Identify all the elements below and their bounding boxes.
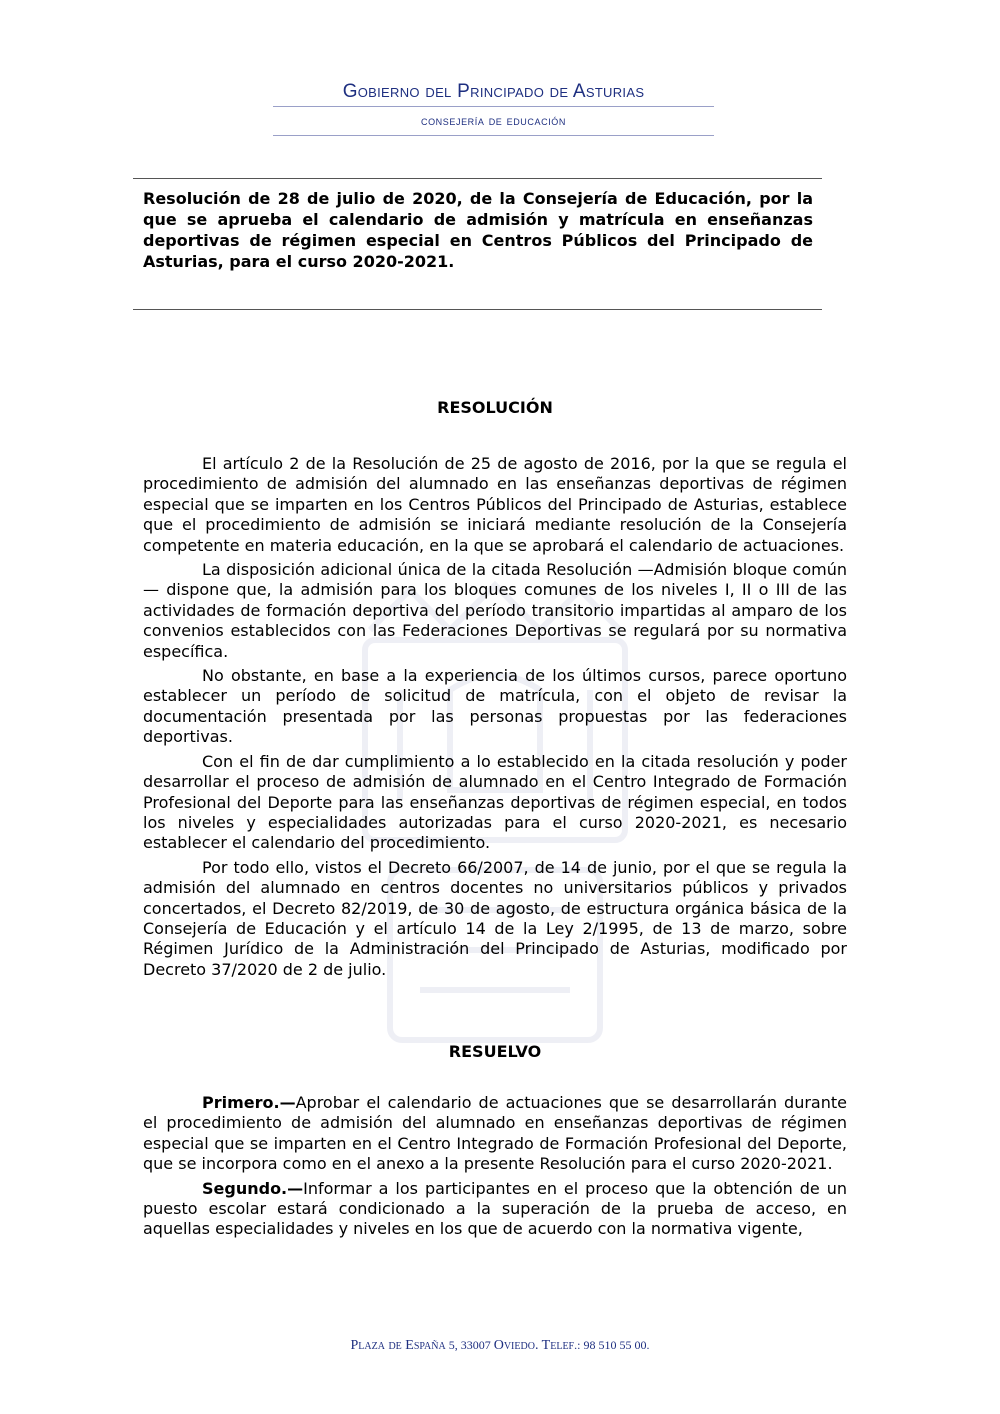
footer-address bbox=[0, 1338, 1000, 1354]
footer-city: Oviedo bbox=[493, 1338, 535, 1353]
resuelvo-item-label: Segundo.— bbox=[202, 1178, 304, 1198]
resuelvo-item bbox=[143, 1179, 847, 1240]
title-rule-top bbox=[133, 178, 822, 179]
title-rule-bottom bbox=[133, 309, 822, 310]
resuelvo-item-text: Aprobar el calendario de actuaciones que se desarrollarán durante el procedimiento de admisión del alumnado en enseñanzas deportivas de régimen especial que se imparten en el Centro Integrado de Formación Profesional del Deporte, que se incorpora como en el anexo a la presente Resolución para el curso 2020-2021. bbox=[143, 1093, 847, 1174]
preamble bbox=[143, 454, 847, 984]
footer-street: Plaza de España bbox=[350, 1338, 446, 1353]
resuelvo-item bbox=[143, 1093, 847, 1175]
paragraph: El artículo 2 de la Resolución de 25 de agosto de 2016, por la que se regula el procedimiento de admisión del alumnado en las enseñanzas deportivas de régimen especial que se imparten en los Centros Públicos del Principado de Asturias, establece que el procedimiento de admisión se iniciará mediante resolución de la Consejería competente en materia educación, en la que se aprobará el calendario de actuaciones. bbox=[143, 454, 847, 555]
resuelvo-item-label: Primero.— bbox=[202, 1093, 296, 1112]
resuelvo-list bbox=[143, 1093, 847, 1244]
resuelvo-item-text: Informar a los participantes en el proceso que la obtención de un puesto escolar estará condicionado a la superación de la prueba de acceso, en aquellas especialidades y niveles en los que de acuerdo con la normativa vigente, bbox=[143, 1178, 847, 1239]
footer-phone: .: 98 510 55 00. bbox=[574, 1338, 650, 1352]
paragraph: No obstante, en base a la experiencia de los últimos cursos, parece oportuno establecer un período de solicitud de matrícula, con el objeto de revisar la documentación presentada por las personas propuestas por las federaciones deportivas. bbox=[143, 666, 847, 747]
letterhead bbox=[273, 78, 714, 136]
paragraph: La disposición adicional única de la citada Resolución —Admisión bloque común— dispone que, la admisión para los bloques comunes de los niveles I, II o III de las actividades de formación deportiva del período transitorio impartidas al amparo de los convenios establecidos con las Federaciones Deportivas se regulará por su normativa específica. bbox=[143, 560, 847, 661]
department-name: consejería de educación bbox=[420, 113, 567, 128]
document-title: Resolución de 28 de julio de 2020, de la Consejería de Educación, por la que se aprueba el calendario de admisión y matrícula en enseñanzas deportivas de régimen especial en Centros Públicos del Principado de Asturias, para el curso 2020-2021. bbox=[143, 189, 813, 271]
footer-number: 5, 33007 bbox=[445, 1338, 494, 1352]
resuelvo-heading: RESUELVO bbox=[448, 1042, 542, 1061]
paragraph: Con el fin de dar cumplimiento a lo establecido en la citada resolución y poder desarrollar el proceso de admisión de alumnado en el Centro Integrado de Formación Profesional del Deporte para las enseñanzas deportivas de régimen especial, en todos los niveles y especialidades autorizadas para el curso 2020-2021, es necesario establecer el calendario del procedimiento. bbox=[143, 751, 847, 853]
letterhead-divider-bottom bbox=[273, 135, 714, 136]
footer-telef: . Telef bbox=[534, 1338, 575, 1353]
resolucion-heading: RESOLUCIÓN bbox=[437, 398, 553, 417]
government-title: Gobierno del Principado de Asturias bbox=[342, 81, 645, 102]
paragraph: Por todo ello, vistos el Decreto 66/2007, de 14 de junio, por el que se regula la admisión del alumnado en centros docentes no universitarios públicos y privados concertados, el Decreto 82/2019, de 30 de agosto, de estructura orgánica básica de la Consejería de Educación y el artículo 14 de la Ley 2/1995, de 13 de marzo, sobre Régimen Jurídico de la Administración del Principado de Asturias, modificado por Decreto 37/2020 de 2 de julio. bbox=[143, 857, 847, 979]
